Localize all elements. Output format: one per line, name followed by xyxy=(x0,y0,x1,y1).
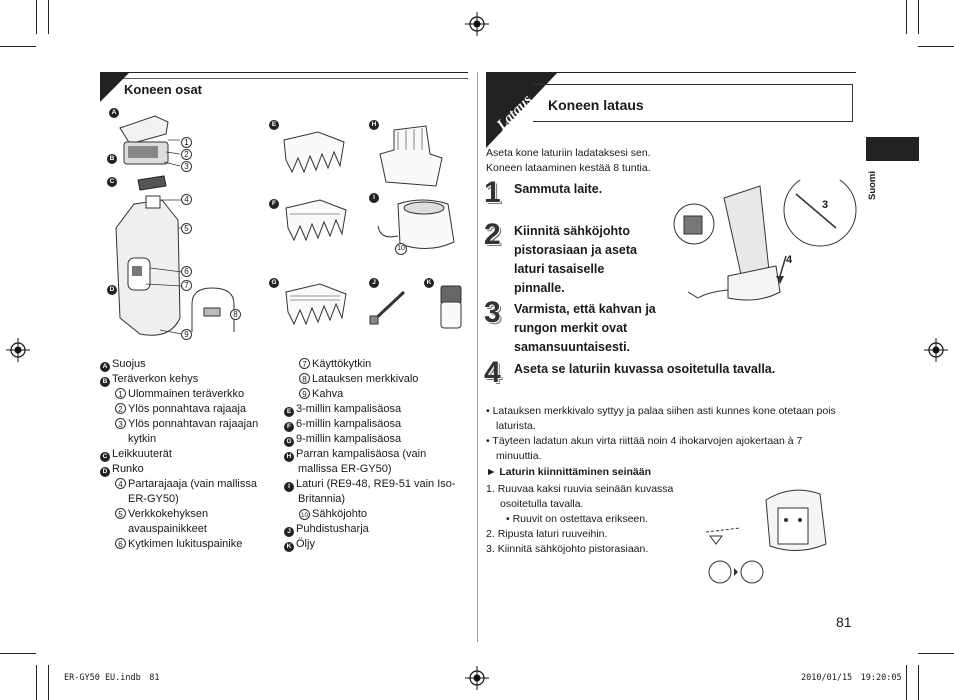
wall-note: • Ruuvit on ostettava erikseen. xyxy=(506,513,649,525)
legend-marker: 4 xyxy=(115,478,126,489)
wall-step-num: 2. xyxy=(486,528,495,540)
crop-mark xyxy=(48,665,49,700)
legend-marker: E xyxy=(284,407,294,417)
crop-mark xyxy=(918,653,954,654)
legend-marker: D xyxy=(100,467,110,477)
wall-step xyxy=(486,527,696,542)
part-item xyxy=(284,402,466,417)
step-text: Kiinnitä sähköjohto pistorasiaan ja aseta laturi tasaiselle pinnalle. xyxy=(514,224,637,295)
language-label: Suomi xyxy=(867,170,879,201)
callout-10: 10 xyxy=(395,243,407,255)
comb-9mm-icon xyxy=(280,280,350,326)
step-text: Varmista, että kahvan ja rungon merkit ovat samansuuntaisesti. xyxy=(514,302,656,354)
part-text: 3-millin kampalisäosa xyxy=(296,403,402,415)
callout-7: 7 xyxy=(181,280,192,291)
part-item xyxy=(284,477,466,507)
crop-mark xyxy=(918,0,919,34)
legend-marker: C xyxy=(100,452,110,462)
comb-3mm-icon xyxy=(278,128,348,174)
bullet-item: • Latauksen merkkivalo syttyy ja palaa siihen asti kunnes kone otetaan pois laturista. xyxy=(486,405,836,432)
bullet-list xyxy=(486,404,846,464)
callout-3: 3 xyxy=(181,161,192,172)
part-text: Suojus xyxy=(112,358,146,370)
step-text: Sammuta laite. xyxy=(514,182,603,196)
crop-mark xyxy=(918,665,919,700)
wall-step xyxy=(486,542,696,557)
crop-mark xyxy=(0,653,36,654)
step-text: Aseta se laturiin kuvassa osoitetulla tavalla. xyxy=(514,362,776,376)
label-j: J xyxy=(369,278,379,288)
part-item xyxy=(284,537,466,552)
label-b: B xyxy=(107,154,117,164)
part-text: Latauksen merkkivalo xyxy=(312,373,419,385)
part-text: Verkkokehyksen avauspainikkeet xyxy=(128,508,209,535)
label-g: G xyxy=(269,278,279,288)
part-item xyxy=(284,432,466,447)
label-e: E xyxy=(269,120,279,130)
step-number: 3 xyxy=(484,296,501,329)
part-item xyxy=(100,402,270,417)
callout-4: 4 xyxy=(181,194,192,205)
part-item xyxy=(284,372,466,387)
section-title-parts: Koneen osat xyxy=(124,82,203,97)
label-i: I xyxy=(369,193,379,203)
part-item xyxy=(100,387,270,402)
part-text: Ylös ponnahtavan rajaajan kytkin xyxy=(128,418,259,445)
intro-text xyxy=(486,146,651,176)
charging-figure xyxy=(668,180,858,310)
legend-marker: I xyxy=(284,482,294,492)
step-number: 1 xyxy=(484,176,501,209)
part-item xyxy=(284,357,466,372)
wall-mount-heading: ► Laturin kiinnittäminen seinään xyxy=(486,466,652,478)
label-d: D xyxy=(107,285,117,295)
language-tab xyxy=(866,137,919,161)
legend-marker: 2 xyxy=(115,403,126,414)
label-c: C xyxy=(107,177,117,187)
part-text: Öljy xyxy=(296,538,315,550)
parts-list-col1 xyxy=(100,357,270,552)
part-text: Sähköjohto xyxy=(312,508,368,520)
crop-mark xyxy=(918,46,954,47)
bullet-item: • Täyteen ladatun akun virta riittää noin 4 ihokarvojen ajokertaan à 7 minuuttia. xyxy=(486,435,803,462)
wall-mount-steps xyxy=(486,482,696,557)
wall-step-text: Kiinnitä sähköjohto pistorasiaan. xyxy=(497,543,649,555)
legend-marker: 8 xyxy=(299,373,310,384)
footer-timestamp: 2010/01/15 19:20:05 xyxy=(801,673,902,683)
part-item xyxy=(100,537,270,552)
crop-mark xyxy=(36,0,37,34)
section-title-charging: Koneen lataus xyxy=(548,97,644,113)
intro-line: Aseta kone laturiin ladataksesi sen. xyxy=(486,147,651,159)
intro-line: Koneen lataaminen kestää 8 tuntia. xyxy=(486,162,651,174)
wall-step-text: Ruuvaa kaksi ruuvia seinään kuvassa osoitetulla tavalla. xyxy=(497,483,674,510)
part-item xyxy=(284,387,466,402)
footer-file: ER-GY50 EU.indb 81 xyxy=(64,673,160,683)
figure-label-4: 4 xyxy=(786,254,793,266)
crop-mark xyxy=(906,0,907,34)
bullet-text: Täyteen ladatun akun virta riittää noin 4 ihokarvojen ajokertaan à 7 minuuttia. xyxy=(492,435,803,462)
part-text: 6-millin kampalisäosa xyxy=(296,418,402,430)
part-item xyxy=(100,447,270,462)
part-text: Partarajaaja (vain mallissa ER-GY50) xyxy=(128,478,257,505)
legend-marker: K xyxy=(284,542,294,552)
part-text: Runko xyxy=(112,463,144,475)
part-item xyxy=(100,462,270,477)
callout-9: 9 xyxy=(181,329,192,340)
part-item xyxy=(284,522,466,537)
step-number: 4 xyxy=(484,356,501,389)
legend-marker: J xyxy=(284,527,294,537)
comb-6mm-icon xyxy=(280,196,350,242)
legend-marker: 3 xyxy=(115,418,126,429)
part-text: Leikkuuterät xyxy=(112,448,172,460)
figure-label-3: 3 xyxy=(822,199,829,211)
part-item xyxy=(100,417,270,447)
part-text: Kahva xyxy=(312,388,344,400)
legend-marker: 9 xyxy=(299,388,310,399)
legend-marker: A xyxy=(100,362,110,372)
part-item xyxy=(100,477,270,507)
label-a: A xyxy=(109,108,119,118)
crop-mark xyxy=(906,665,907,700)
step-number: 2 xyxy=(484,218,501,251)
bullet-text: Latauksen merkkivalo syttyy ja palaa siihen asti kunnes kone otetaan pois laturista. xyxy=(492,405,836,432)
crop-mark xyxy=(36,665,37,700)
registration-mark-icon xyxy=(924,338,948,362)
wall-mount-title: Laturin kiinnittäminen seinään xyxy=(499,466,652,478)
legend-marker: 5 xyxy=(115,508,126,519)
crop-mark xyxy=(48,0,49,34)
callout-2: 2 xyxy=(181,149,192,160)
registration-mark-icon xyxy=(6,338,30,362)
part-text: Puhdistusharja xyxy=(296,523,369,535)
label-h: H xyxy=(369,120,379,130)
part-item xyxy=(284,447,466,477)
column-divider xyxy=(477,72,478,642)
part-text: Parran kampalisäosa (vain mallissa ER-GY50) xyxy=(296,448,427,475)
legend-marker: F xyxy=(284,422,294,432)
part-text: Laturi (RE9-48, RE9-51 vain Iso-Britannia) xyxy=(296,478,456,505)
label-f: F xyxy=(269,199,279,209)
crop-mark xyxy=(0,46,36,47)
legend-marker: 1 xyxy=(115,388,126,399)
page-number: 81 xyxy=(836,614,852,630)
part-item xyxy=(100,507,270,537)
part-text: 9-millin kampalisäosa xyxy=(296,433,402,445)
part-item xyxy=(284,507,466,522)
charger-icon xyxy=(374,196,464,258)
wall-step-text: Ripusta laturi ruuveihin. xyxy=(497,528,608,540)
wall-step xyxy=(486,482,696,512)
part-text: Käyttökytkin xyxy=(312,358,372,370)
wall-step-num: 1. xyxy=(486,483,495,495)
callout-6: 6 xyxy=(181,266,192,277)
part-item xyxy=(100,372,270,387)
legend-marker: 6 xyxy=(115,538,126,549)
legend-marker: B xyxy=(100,377,110,387)
part-item xyxy=(100,357,270,372)
callout-5: 5 xyxy=(181,223,192,234)
cleaning-brush-icon xyxy=(368,286,412,326)
callout-1: 1 xyxy=(181,137,192,148)
legend-marker: 10 xyxy=(299,509,310,520)
part-text: Kytkimen lukituspainike xyxy=(128,538,243,550)
tab-lataus: Lataus xyxy=(494,91,536,134)
registration-mark-icon xyxy=(465,12,489,36)
legend-marker: G xyxy=(284,437,294,447)
beard-comb-icon xyxy=(376,124,446,190)
part-text: Teräverkon kehys xyxy=(112,373,199,385)
legend-marker: 7 xyxy=(299,358,310,369)
callout-8: 8 xyxy=(230,309,241,320)
part-text: Ylös ponnahtava rajaaja xyxy=(128,403,247,415)
wall-step-num: 3. xyxy=(486,543,495,555)
part-text: Ulommainen teräverkko xyxy=(128,388,245,400)
part-item xyxy=(284,417,466,432)
registration-mark-icon xyxy=(465,666,489,690)
label-k: K xyxy=(424,278,434,288)
wall-mount-figure xyxy=(700,480,840,590)
legend-marker: H xyxy=(284,452,294,462)
parts-list-col2 xyxy=(284,357,466,552)
oil-bottle-icon xyxy=(438,284,464,330)
